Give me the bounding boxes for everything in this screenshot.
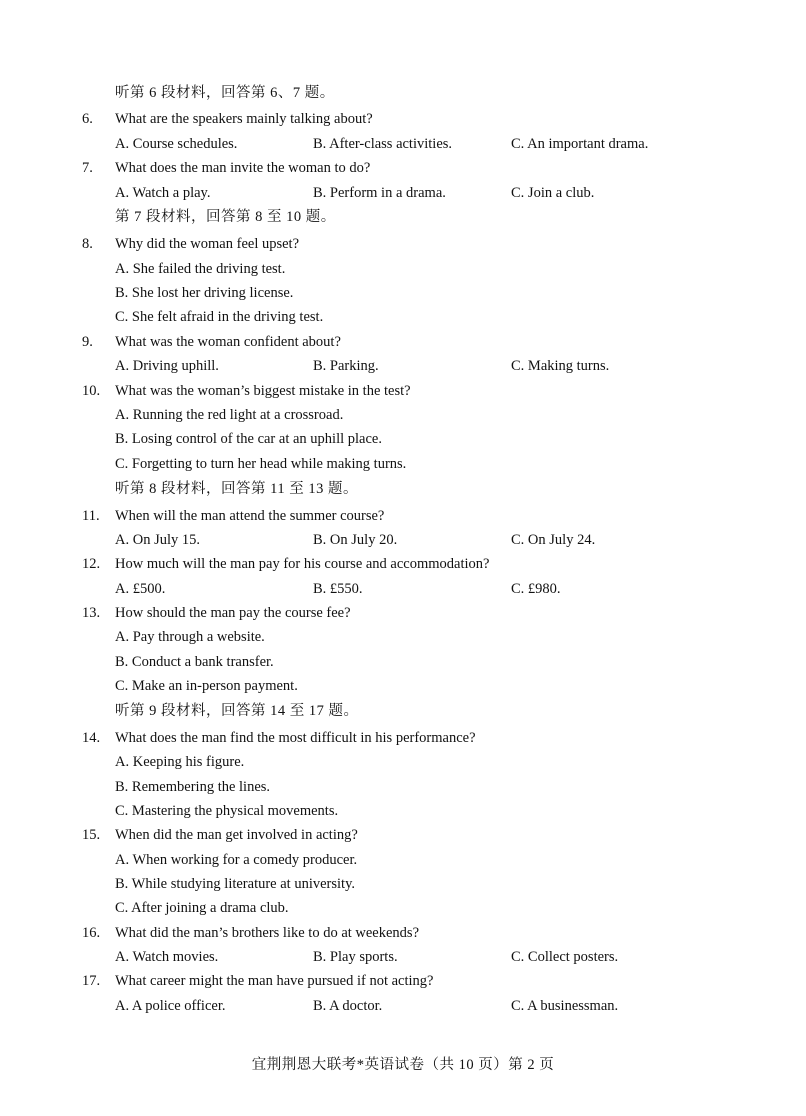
option-a[interactable]: A. £500.: [115, 581, 166, 597]
question-15-option-c[interactable]: [0, 898, 806, 918]
question-13-option-c[interactable]: [0, 676, 806, 696]
option-c[interactable]: C. An important drama.: [511, 136, 649, 152]
option-c[interactable]: C. On July 24.: [511, 532, 596, 548]
question-13-option-a[interactable]: [0, 627, 806, 647]
question-6: [0, 109, 806, 129]
question-number: 15.: [82, 827, 101, 843]
option-b[interactable]: B. A doctor.: [313, 998, 383, 1014]
question-14-option-c[interactable]: [0, 801, 806, 821]
option-b[interactable]: B. She lost her driving license.: [115, 285, 294, 301]
section-instruction: 听第 8 段材料，回答第 11 至 13 题。: [115, 481, 358, 497]
option-c[interactable]: C. A businessman.: [511, 998, 619, 1014]
option-c[interactable]: C. Forgetting to turn her head while making turns.: [115, 456, 407, 472]
section-9-header: [0, 701, 806, 721]
option-c[interactable]: C. £980.: [511, 581, 561, 597]
section-instruction: 听第 6 段材料，回答第 6、7 题。: [115, 85, 335, 101]
option-b[interactable]: B. Play sports.: [313, 949, 398, 965]
question-6-options: [0, 134, 806, 154]
option-a[interactable]: A. She failed the driving test.: [115, 261, 286, 277]
question-12: [0, 554, 806, 574]
section-instruction: 听第 9 段材料，回答第 14 至 17 题。: [115, 703, 359, 719]
option-a[interactable]: A. Running the red light at a crossroad.: [115, 407, 344, 423]
option-b[interactable]: B. After-class activities.: [313, 136, 453, 152]
question-15-option-a[interactable]: [0, 850, 806, 870]
question-10-option-c[interactable]: [0, 454, 806, 474]
question-8: [0, 234, 806, 254]
question-number: 8.: [82, 236, 93, 252]
section-instruction: 第 7 段材料，回答第 8 至 10 题。: [115, 209, 336, 225]
question-17: [0, 971, 806, 991]
question-text: What does the man find the most difficult in his performance?: [115, 730, 476, 746]
option-a[interactable]: A. Driving uphill.: [115, 358, 219, 374]
question-15-option-b[interactable]: [0, 874, 806, 894]
option-a[interactable]: A. Keeping his figure.: [115, 754, 245, 770]
question-number: 16.: [82, 925, 101, 941]
question-number: 11.: [82, 508, 100, 524]
option-a[interactable]: A. Course schedules.: [115, 136, 238, 152]
question-text: What did the man’s brothers like to do at weekends?: [115, 925, 420, 941]
question-text: What career might the man have pursued if not acting?: [115, 973, 434, 989]
question-text: What was the woman confident about?: [115, 334, 341, 350]
question-number: 17.: [82, 973, 101, 989]
question-16-options: [0, 947, 806, 967]
question-number: 10.: [82, 383, 101, 399]
question-11-options: [0, 530, 806, 550]
option-c[interactable]: C. Making turns.: [511, 358, 610, 374]
question-text: How much will the man pay for his course and accommodation?: [115, 556, 490, 572]
question-11: [0, 506, 806, 526]
option-b[interactable]: B. Conduct a bank transfer.: [115, 654, 274, 670]
question-number: 6.: [82, 111, 93, 127]
page-footer: 宜荆荆恩大联考*英语试卷（共 10 页）第 2 页: [251, 1057, 555, 1073]
option-b[interactable]: B. Remembering the lines.: [115, 779, 271, 795]
option-a[interactable]: A. When working for a comedy producer.: [115, 852, 358, 868]
question-number: 14.: [82, 730, 101, 746]
question-8-option-c[interactable]: [0, 307, 806, 327]
question-12-options: [0, 579, 806, 599]
option-a[interactable]: A. Watch a play.: [115, 185, 211, 201]
section-8-header: [0, 479, 806, 499]
question-14: [0, 728, 806, 748]
question-13: [0, 603, 806, 623]
question-15: [0, 825, 806, 845]
option-b[interactable]: B. Parking.: [313, 358, 379, 374]
question-9: [0, 332, 806, 352]
question-9-options: [0, 356, 806, 376]
question-number: 7.: [82, 160, 93, 176]
question-text: What was the woman’s biggest mistake in the test?: [115, 383, 411, 399]
question-16: [0, 923, 806, 943]
option-c[interactable]: C. Make an in-person payment.: [115, 678, 298, 694]
question-text: What does the man invite the woman to do?: [115, 160, 371, 176]
question-text: When did the man get involved in acting?: [115, 827, 358, 843]
question-17-options: [0, 996, 806, 1016]
question-number: 9.: [82, 334, 93, 350]
section-6-header: [0, 83, 806, 103]
option-b[interactable]: B. While studying literature at university.: [115, 876, 356, 892]
question-text: How should the man pay the course fee?: [115, 605, 351, 621]
question-7-options: [0, 183, 806, 203]
option-b[interactable]: B. £550.: [313, 581, 363, 597]
option-c[interactable]: C. She felt afraid in the driving test.: [115, 309, 324, 325]
question-14-option-a[interactable]: [0, 752, 806, 772]
option-c[interactable]: C. Mastering the physical movements.: [115, 803, 339, 819]
question-10: [0, 381, 806, 401]
question-text: Why did the woman feel upset?: [115, 236, 300, 252]
option-c[interactable]: C. Join a club.: [511, 185, 595, 201]
question-number: 12.: [82, 556, 101, 572]
option-b[interactable]: B. Losing control of the car at an uphill place.: [115, 431, 382, 447]
question-text: What are the speakers mainly talking about?: [115, 111, 373, 127]
option-a[interactable]: A. Watch movies.: [115, 949, 219, 965]
question-10-option-a[interactable]: [0, 405, 806, 425]
question-text: When will the man attend the summer course?: [115, 508, 385, 524]
question-7: [0, 158, 806, 178]
option-c[interactable]: C. Collect posters.: [511, 949, 619, 965]
option-a[interactable]: A. A police officer.: [115, 998, 226, 1014]
option-b[interactable]: B. Perform in a drama.: [313, 185, 446, 201]
question-13-option-b[interactable]: [0, 652, 806, 672]
question-14-option-b[interactable]: [0, 777, 806, 797]
option-c[interactable]: C. After joining a drama club.: [115, 900, 289, 916]
option-a[interactable]: A. Pay through a website.: [115, 629, 265, 645]
section-7-header: [0, 207, 806, 227]
option-b[interactable]: B. On July 20.: [313, 532, 398, 548]
question-number: 13.: [82, 605, 101, 621]
question-8-option-b[interactable]: [0, 283, 806, 303]
option-a[interactable]: A. On July 15.: [115, 532, 200, 548]
question-10-option-b[interactable]: [0, 429, 806, 449]
question-8-option-a[interactable]: [0, 259, 806, 279]
